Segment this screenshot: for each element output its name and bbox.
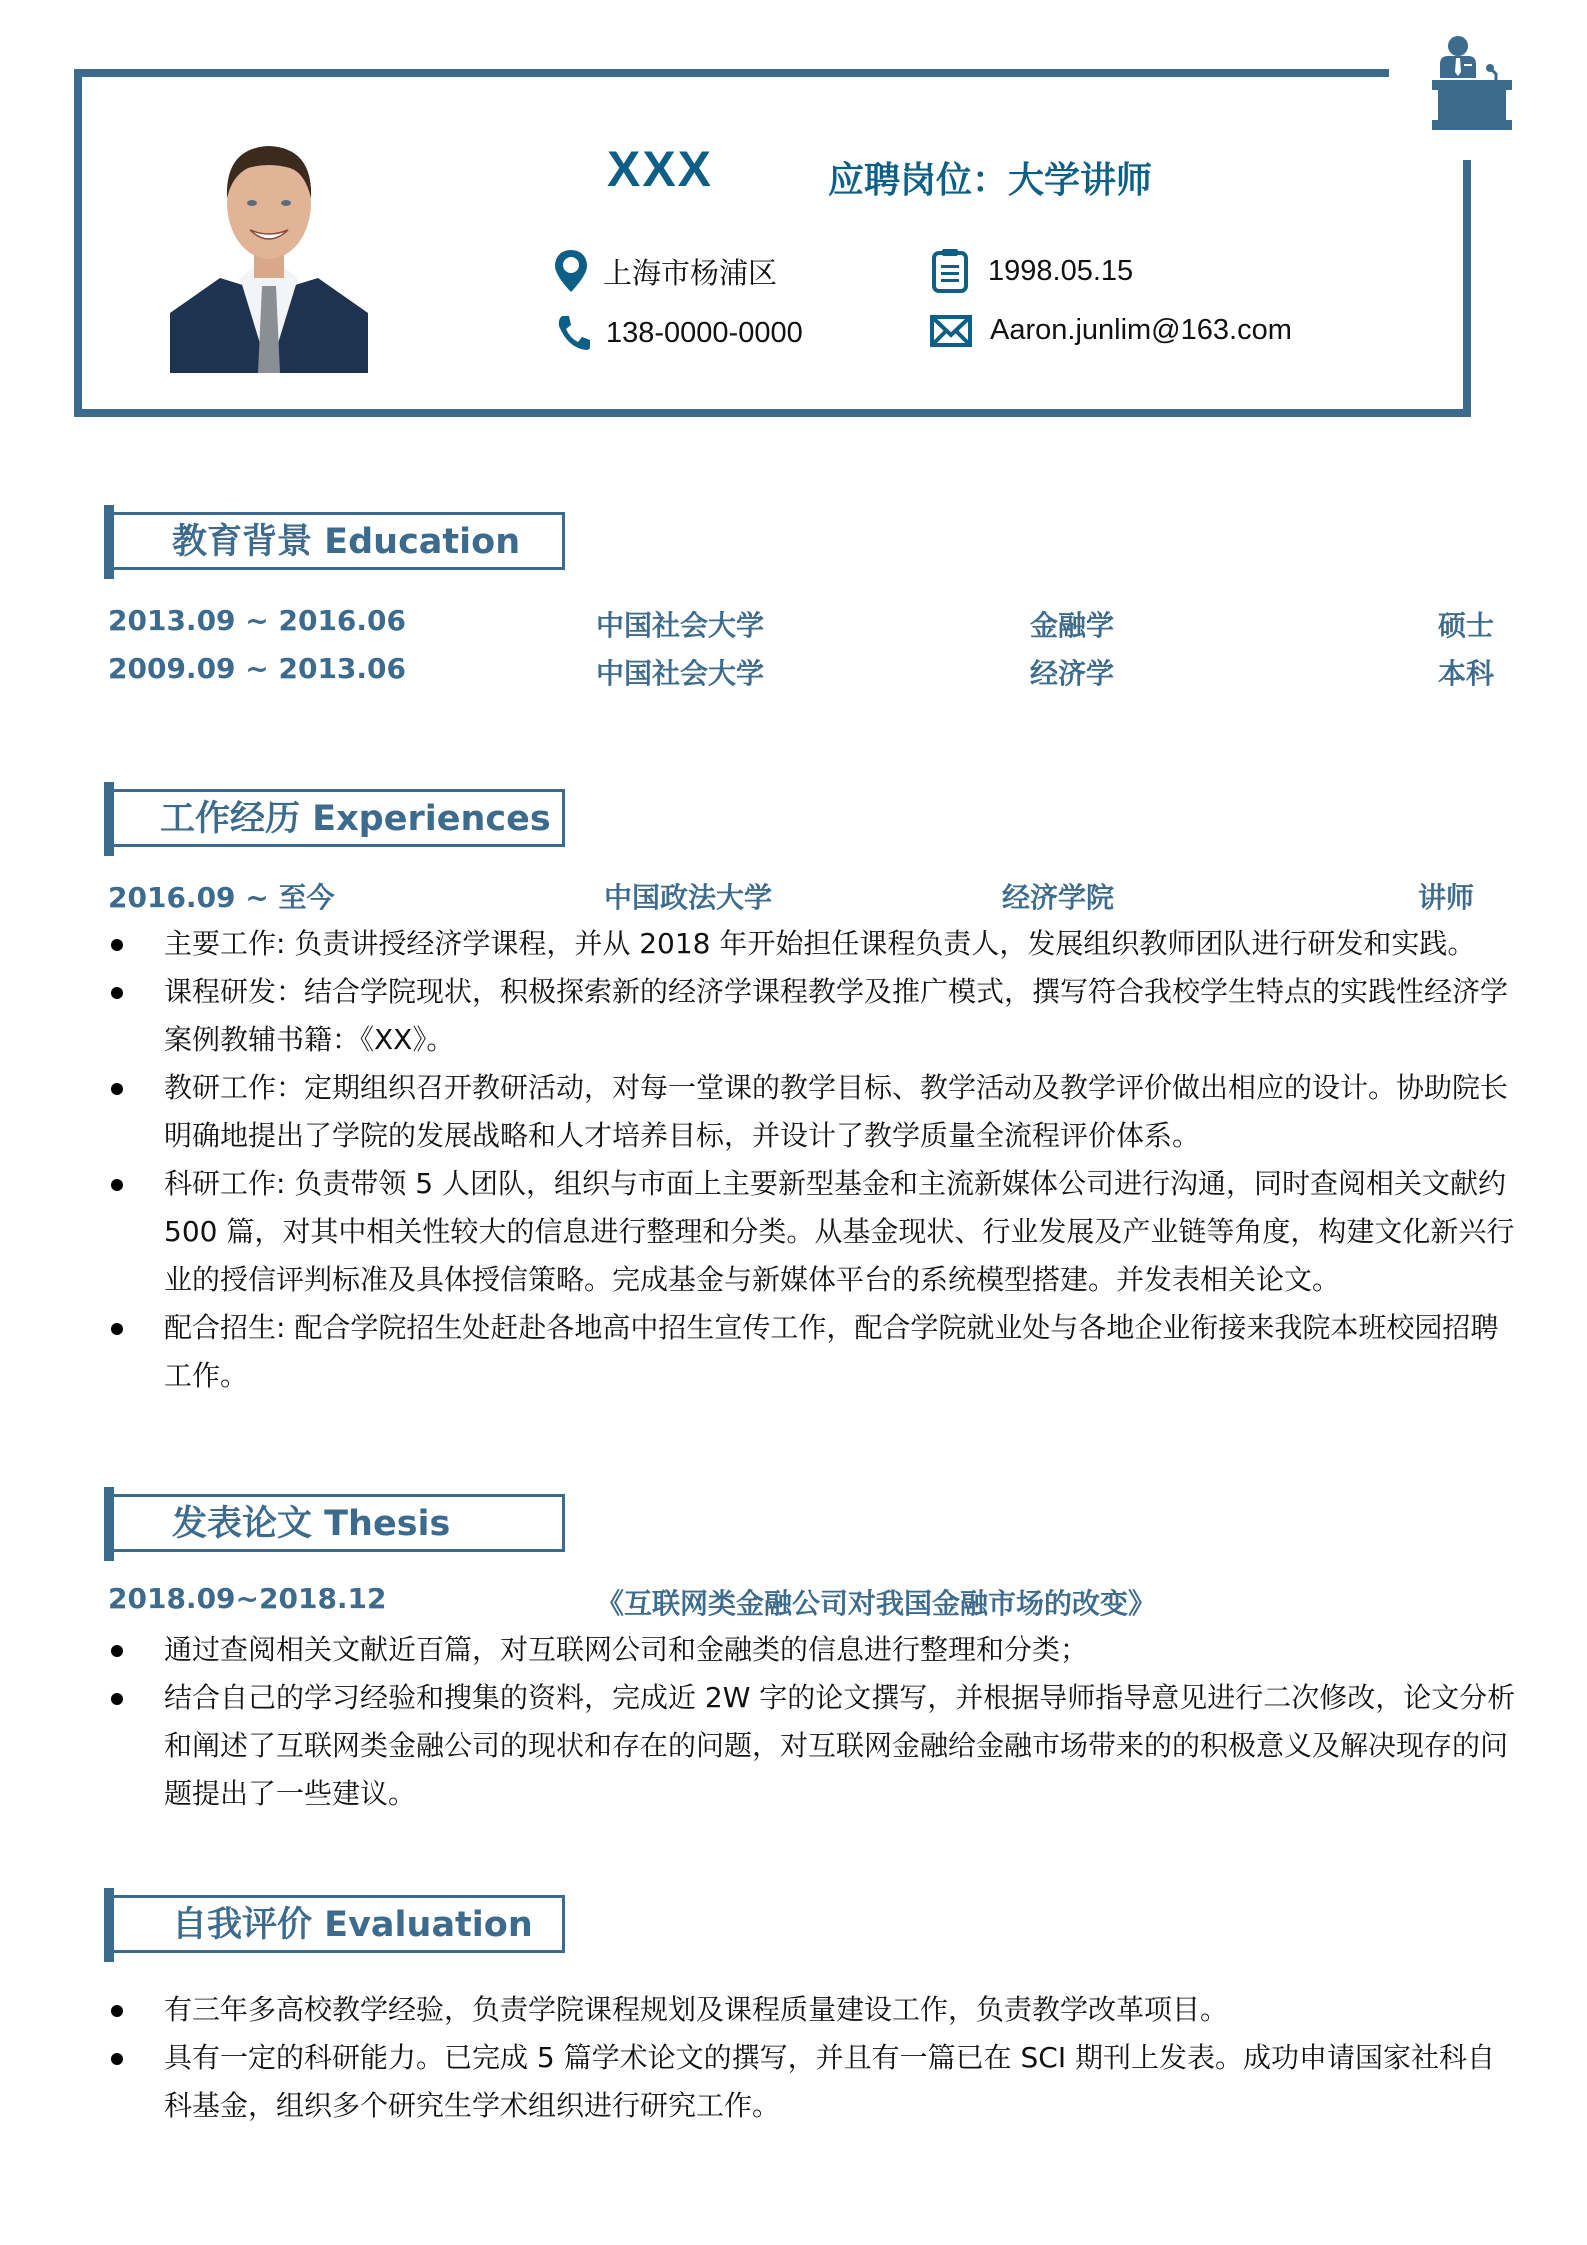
edu-degree-2: 本科: [1438, 657, 1495, 690]
section-header-education: [104, 505, 574, 579]
birthdate-info: [930, 248, 1133, 294]
section-title: 自我评价 Evaluation: [172, 1905, 533, 1945]
section-title: 教育背景 Education: [172, 522, 521, 562]
header-frame-bottom: [74, 409, 1471, 417]
header-frame-top: [74, 69, 1389, 77]
exp-period: 2016.09 ~ 至今: [108, 881, 335, 914]
edu-school-1: 中国社会大学: [596, 609, 765, 642]
birthdate-text: 1998.05.15: [988, 254, 1134, 287]
lecturer-podium-icon: [1432, 34, 1512, 134]
header-frame-left: [74, 69, 82, 417]
section-header-experience: [104, 782, 574, 856]
thesis-paper-title: 《互联网类金融公司对我国金融市场的改变》: [596, 1587, 1157, 1620]
profile-photo: [170, 118, 368, 373]
calendar-clipboard-icon: [930, 248, 970, 294]
email-text: Aaron.junlim@163.com: [990, 314, 1292, 346]
section-header-thesis: [104, 1487, 574, 1561]
section-title: 工作经历 Experiences: [160, 799, 551, 839]
phone-text: 138-0000-0000: [606, 316, 803, 349]
thesis-bullet-list: [108, 1626, 1518, 1818]
evaluation-bullet-list: [108, 1986, 1518, 2130]
experience-bullet: 主要工作: 负责讲授经济学课程，并从 2018 年开始担任课程负责人，发展组织教师团队进行研发和实践。: [108, 920, 1518, 968]
location-pin-icon: [553, 248, 589, 294]
experience-bullet: 科研工作: 负责带领 5 人团队，组织与市面上主要新型基金和主流新媒体公司进行沟通，同时查阅相关文献约 500 篇，对其中相关性较大的信息进行整理和分类。从基金现状、行业发展及产业链等角度，构建文化新兴行业的授信评判标准及具体授信策略。完成基金与新媒体平台的系统模型搭建。并发表相关论文。: [108, 1160, 1518, 1304]
edu-major-1: 金融学: [1030, 609, 1115, 642]
location-text: 上海市杨浦区: [603, 257, 778, 290]
exp-department: 经济学院: [1002, 881, 1115, 914]
location-info: [553, 248, 777, 294]
email-info: [930, 314, 1292, 347]
phone-info: [556, 314, 803, 352]
applied-position: 应聘岗位：大学讲师: [828, 160, 1153, 201]
exp-employer: 中国政法大学: [604, 881, 773, 914]
edu-major-2: 经济学: [1030, 657, 1115, 690]
thesis-bullet: 结合自己的学习经验和搜集的资料，完成近 2W 字的论文撰写，并根据导师指导意见进行二次修改，论文分析和阐述了互联网类金融公司的现状和存在的问题，对互联网金融给金融市场带来的的积极意义及解决现存的问题提出了一些建议。: [108, 1674, 1518, 1818]
edu-period-1: 2013.09 ~ 2016.06: [108, 604, 407, 637]
evaluation-bullet: 有三年多高校教学经验，负责学院课程规划及课程质量建设工作，负责教学改革项目。: [108, 1986, 1518, 2034]
header-frame-right: [1463, 160, 1471, 417]
candidate-name: XXX: [606, 141, 714, 197]
email-envelope-icon: [930, 315, 972, 347]
exp-role: 讲师: [1418, 881, 1475, 914]
section-header-evaluation: [104, 1888, 574, 1962]
edu-degree-1: 硕士: [1438, 609, 1495, 642]
section-title: 发表论文 Thesis: [172, 1504, 451, 1544]
experience-bullet: 配合招生: 配合学院招生处赶赴各地高中招生宣传工作，配合学院就业处与各地企业衔接来我院本班校园招聘工作。: [108, 1304, 1518, 1400]
evaluation-bullet: 具有一定的科研能力。已完成 5 篇学术论文的撰写，并且有一篇已在 SCI 期刊上发表。成功申请国家社科自科基金，组织多个研究生学术组织进行研究工作。: [108, 2034, 1518, 2130]
experience-bullet: 课程研发：结合学院现状，积极探索新的经济学课程教学及推广模式，撰写符合我校学生特点的实践性经济学案例教辅书籍：《XX》。: [108, 968, 1518, 1064]
thesis-period: 2018.09~2018.12: [108, 1582, 387, 1615]
experience-bullet: 教研工作：定期组织召开教研活动，对每一堂课的教学目标、教学活动及教学评价做出相应的设计。协助院长明确地提出了学院的发展战略和人才培养目标，并设计了教学质量全流程评价体系。: [108, 1064, 1518, 1160]
experience-bullet-list: [108, 920, 1518, 1400]
edu-period-2: 2009.09 ~ 2013.06: [108, 652, 407, 685]
edu-school-2: 中国社会大学: [596, 657, 765, 690]
phone-icon: [556, 314, 592, 352]
thesis-bullet: 通过查阅相关文献近百篇，对互联网公司和金融类的信息进行整理和分类；: [108, 1626, 1518, 1674]
